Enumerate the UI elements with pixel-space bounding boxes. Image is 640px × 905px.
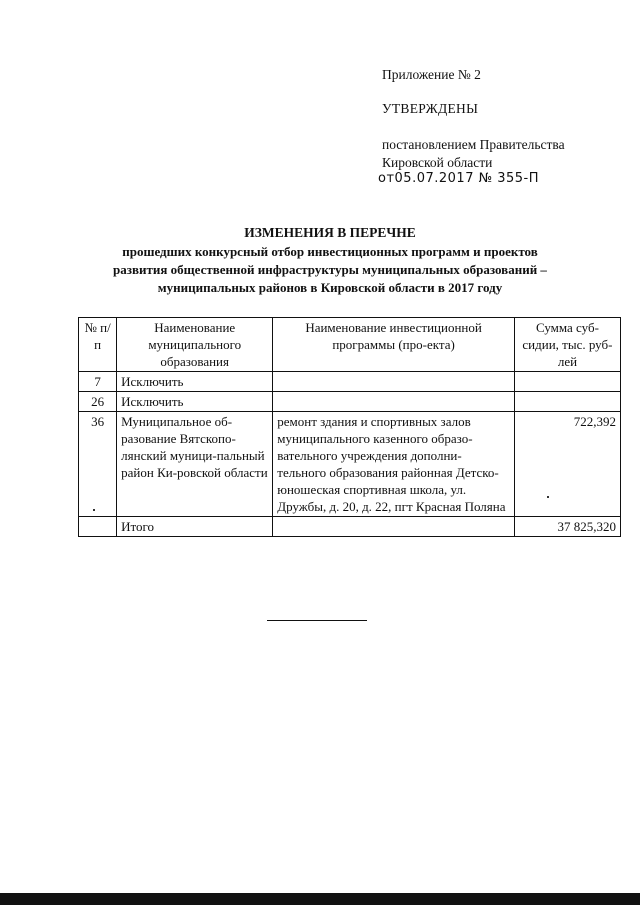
header-municipality: Наименование муниципального образования <box>117 318 273 372</box>
row-amount: 722,392 <box>514 412 620 517</box>
row-municipality: Исключить <box>117 372 273 392</box>
row-program <box>273 372 515 392</box>
document-title: ИЗМЕНЕНИЯ В ПЕРЕЧНЕ <box>244 225 416 240</box>
appendix-number: Приложение № 2 <box>382 67 481 82</box>
row-program: ремонт здания и спортивных залов муниципального казенного образо-вательного учреждения дополни-тельного образования районная Детско-юношеская спортивная школа, ул. Дружбы, д. 20, д. 22, пгт Красная Поляна <box>273 412 515 517</box>
document-subtitle-line-2: развития общественной инфраструктуры муниципальных образований – <box>113 262 547 277</box>
row-municipality: Исключить <box>117 392 273 412</box>
row-num: 36 <box>79 412 117 517</box>
row-municipality: Муниципальное об-разование Вятскопо-лянский муници-пальный район Ки-ровской области <box>117 412 273 517</box>
document-subtitle-line-3: муниципальных районов в Кировской области в 2017 году <box>157 280 503 295</box>
scan-speck <box>547 496 549 498</box>
decree-line: постановлением Правительства <box>382 137 565 152</box>
table-total-row <box>79 517 621 537</box>
date-number-handwritten: от05.07.2017 № 355-П <box>378 171 540 186</box>
scan-speck <box>93 509 95 511</box>
changes-table <box>78 317 621 537</box>
total-num-empty <box>79 517 117 537</box>
row-amount <box>514 372 620 392</box>
table-header-row <box>79 318 621 372</box>
table-row <box>79 392 621 412</box>
row-num: 7 <box>79 372 117 392</box>
approved-label: УТВЕРЖДЕНЫ <box>382 101 479 116</box>
scan-edge-bar <box>0 893 640 905</box>
table-row <box>79 372 621 392</box>
closing-line <box>267 620 367 621</box>
row-program <box>273 392 515 412</box>
row-num: 26 <box>79 392 117 412</box>
document-subtitle-line-1: прошедших конкурсный отбор инвестиционных программ и проектов <box>122 244 538 259</box>
total-label: Итого <box>117 517 273 537</box>
total-program-empty <box>273 517 515 537</box>
table-row <box>79 412 621 517</box>
header-program: Наименование инвестиционной программы (про-екта) <box>273 318 515 372</box>
total-amount: 37 825,320 <box>514 517 620 537</box>
row-amount <box>514 392 620 412</box>
header-num: № п/п <box>79 318 117 372</box>
header-amount: Сумма суб-сидии, тыс. руб-лей <box>514 318 620 372</box>
region-line: Кировской области <box>382 155 493 170</box>
